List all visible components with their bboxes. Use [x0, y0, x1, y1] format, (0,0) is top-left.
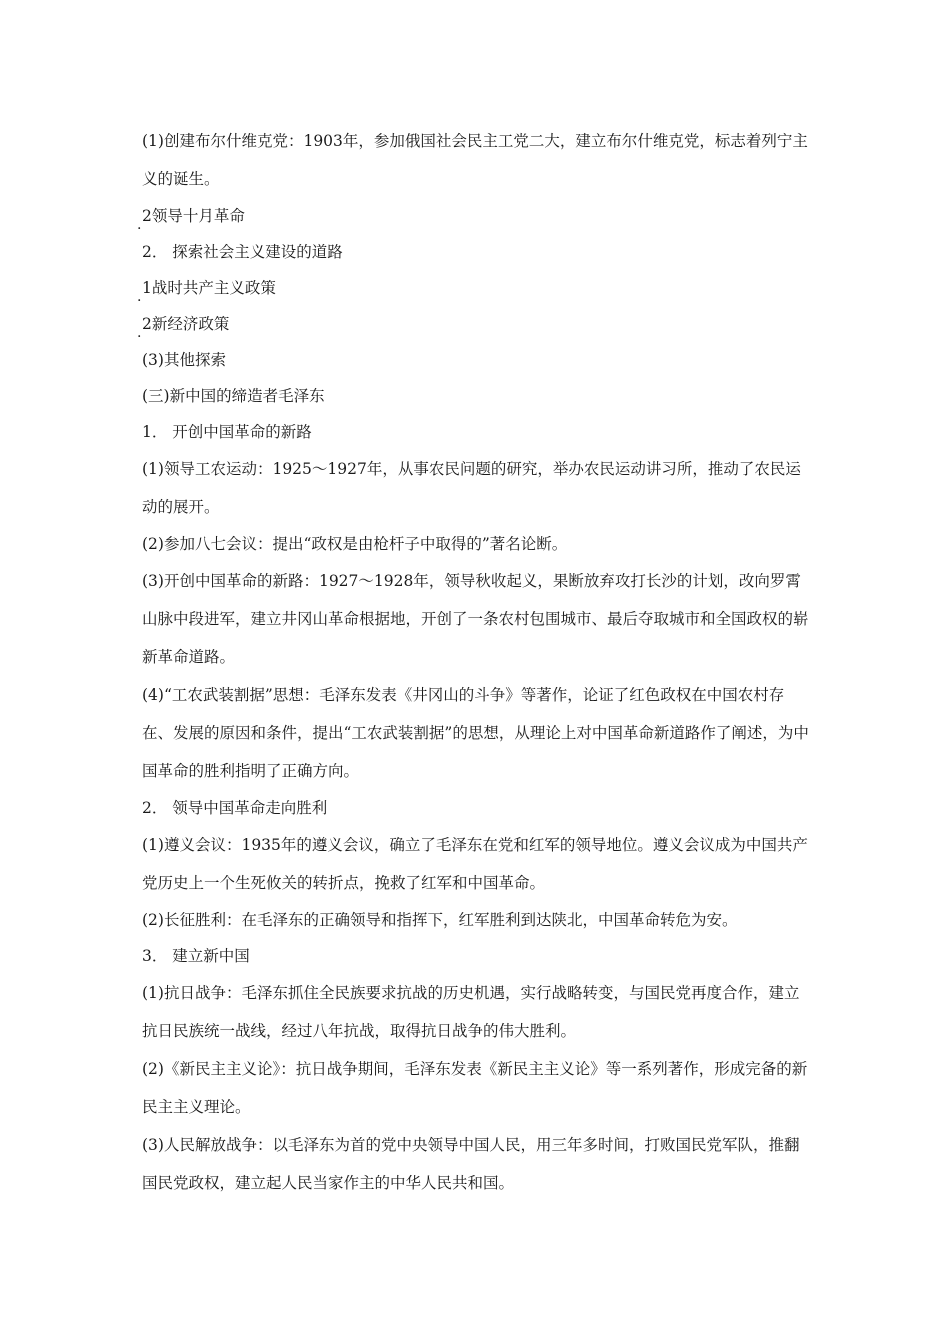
bullet-dot: . [137, 217, 142, 233]
item-other-exploration: (3)其他探索 [142, 351, 226, 369]
heading-new-path: 1． 开创中国革命的新路 [142, 423, 312, 441]
paragraph-new-democracy: (2)《新民主主义论》：抗日战争期间，毛泽东发表《新民主主义论》等一系列著作，形成完备的新民主主义理论。 [142, 1060, 808, 1116]
heading-socialism-exploration: 2． 探索社会主义建设的道路 [142, 243, 343, 261]
bullet-dot: . [137, 289, 142, 305]
item-war-communism-text: 1战时共产主义政策 [142, 279, 276, 297]
paragraph-new-revolution-path: (3)开创中国革命的新路：1927～1928年，领导秋收起义，果断放弃攻打长沙的计划，改向罗霄山脉中段进军，建立井冈山革命根据地，开创了一条农村包围城市、最后夺取城市和全国政权的崭新革命道路。 [142, 572, 809, 666]
paragraph-long-march: (2)长征胜利：在毛泽东的正确领导和指挥下，红军胜利到达陕北，中国革命转危为安。 [142, 911, 738, 929]
paragraph-armed-separatism: (4)“工农武装割据”思想：毛泽东发表《井冈山的斗争》等著作，论证了红色政权在中国农村存在、发展的原因和条件，提出“工农武装割据”的思想，从理论上对中国革命新道路作了阐述，为中国革命的胜利指明了正确方向。 [142, 686, 809, 780]
heading-found-new-china: 3． 建立新中国 [142, 947, 250, 965]
item-october-revolution [137, 198, 814, 234]
paragraph-liberation-war: (3)人民解放战争：以毛泽东为首的党中央领导中国人民，用三年多时间，打败国民党军队，推翻国民党政权，建立起人民当家作主的中华人民共和国。 [142, 1136, 800, 1192]
paragraph-zunyi-meeting: (1)遵义会议：1935年的遵义会议，确立了毛泽东在党和红军的领导地位。遵义会议成为中国共产党历史上一个生死攸关的转折点，挽救了红军和中国革命。 [142, 836, 808, 892]
paragraph-august-seventh: (2)参加八七会议：提出“政权是由枪杆子中取得的”著名论断。 [142, 535, 568, 553]
paragraph-anti-japanese-war: (1)抗日战争：毛泽东抓住全民族要求抗战的历史机遇，实行战略转变，与国民党再度合作，建立抗日民族统一战线，经过八年抗战，取得抗日战争的伟大胜利。 [142, 984, 800, 1040]
item-new-economic-policy-text: 2新经济政策 [142, 315, 230, 333]
document-body [137, 122, 814, 1202]
item-october-revolution-text: 2领导十月革命 [142, 207, 245, 225]
item-new-economic-policy [137, 306, 814, 342]
item-war-communism [137, 270, 814, 306]
bullet-dot: . [137, 325, 142, 341]
section-heading-mao: (三)新中国的缔造者毛泽东 [142, 387, 325, 405]
paragraph-peasant-movement: (1)领导工农运动：1925～1927年，从事农民问题的研究，举办农民运动讲习所，推动了农民运动的展开。 [142, 460, 801, 516]
paragraph-bolshevik-party: (1)创建布尔什维克党：1903年，参加俄国社会民主工党二大，建立布尔什维克党，标志着列宁主义的诞生。 [142, 132, 808, 188]
heading-lead-to-victory: 2． 领导中国革命走向胜利 [142, 799, 328, 817]
